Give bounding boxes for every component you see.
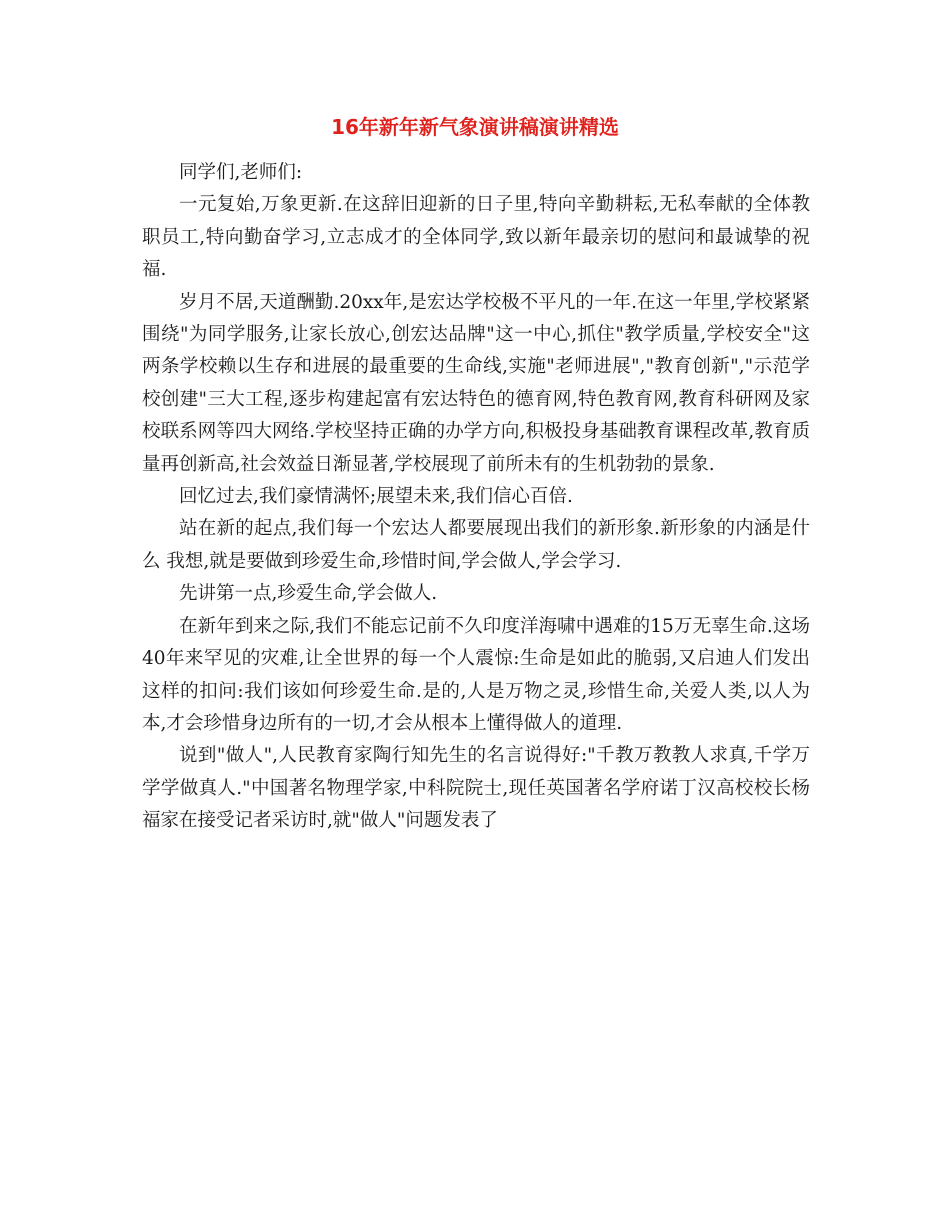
paragraph: 一元复始,万象更新.在这辞旧迎新的日子里,特向辛勤耕耘,无私奉献的全体教职员工,特向勤奋学习,立志成才的全体同学,致以新年最亲切的慰问和最诚挚的祝福. (142, 194, 810, 281)
paragraph: 先讲第一点,珍爱生命,学会做人. (179, 583, 438, 605)
document-title: 16年新年新气象演讲稿演讲精选 (331, 115, 619, 139)
paragraph: 站在新的起点,我们每一个宏达人都要展现出我们的新形象.新形象的内涵是什么 我想,就是要做到珍爱生命,珍惜时间,学会做人,学会学习. (142, 518, 810, 572)
document-body (142, 157, 810, 838)
paragraph: 回忆过去,我们豪情满怀;展望未来,我们信心百倍. (179, 486, 573, 508)
paragraph: 说到"做人",人民教育家陶行知先生的名言说得好:"千教万教教人求真,千学万学学做真人."中国著名物理学家,中科院院士,现任英国著名学府诺丁汉高校校长杨福家在接受记者采访时,就"做人"问题发表了 (142, 745, 810, 832)
paragraph-greeting: 同学们,老师们: (179, 162, 303, 183)
paragraph: 岁月不居,天道酬勤.20xx年,是宏达学校极不平凡的一年.在这一年里,学校紧紧围绕"为同学服务,让家长放心,创宏达品牌"这一中心,抓住"教学质量,学校安全"这两条学校赖以生存和进展的最重要的生命线,实施"老师进展","教育创新","示范学校创建"三大工程,逐步构建起富有宏达特色的德育网,特色教育网,教育科研网及家校联系网等四大网络.学校坚持正确的办学方向,积极投身基础教育课程改革,教育质量再创新高,社会效益日渐显著,学校展现了前所未有的生机勃勃的景象. (142, 291, 810, 475)
paragraph: 在新年到来之际,我们不能忘记前不久印度洋海啸中遇难的15万无辜生命.这场40年来罕见的灾难,让全世界的每一个人震惊:生命是如此的脆弱,又启迪人们发出这样的扣问:我们该如何珍爱生命.是的,人是万物之灵,珍惜生命,关爱人类,以人为本,才会珍惜身边所有的一切,才会从根本上懂得做人的道理. (142, 615, 810, 734)
